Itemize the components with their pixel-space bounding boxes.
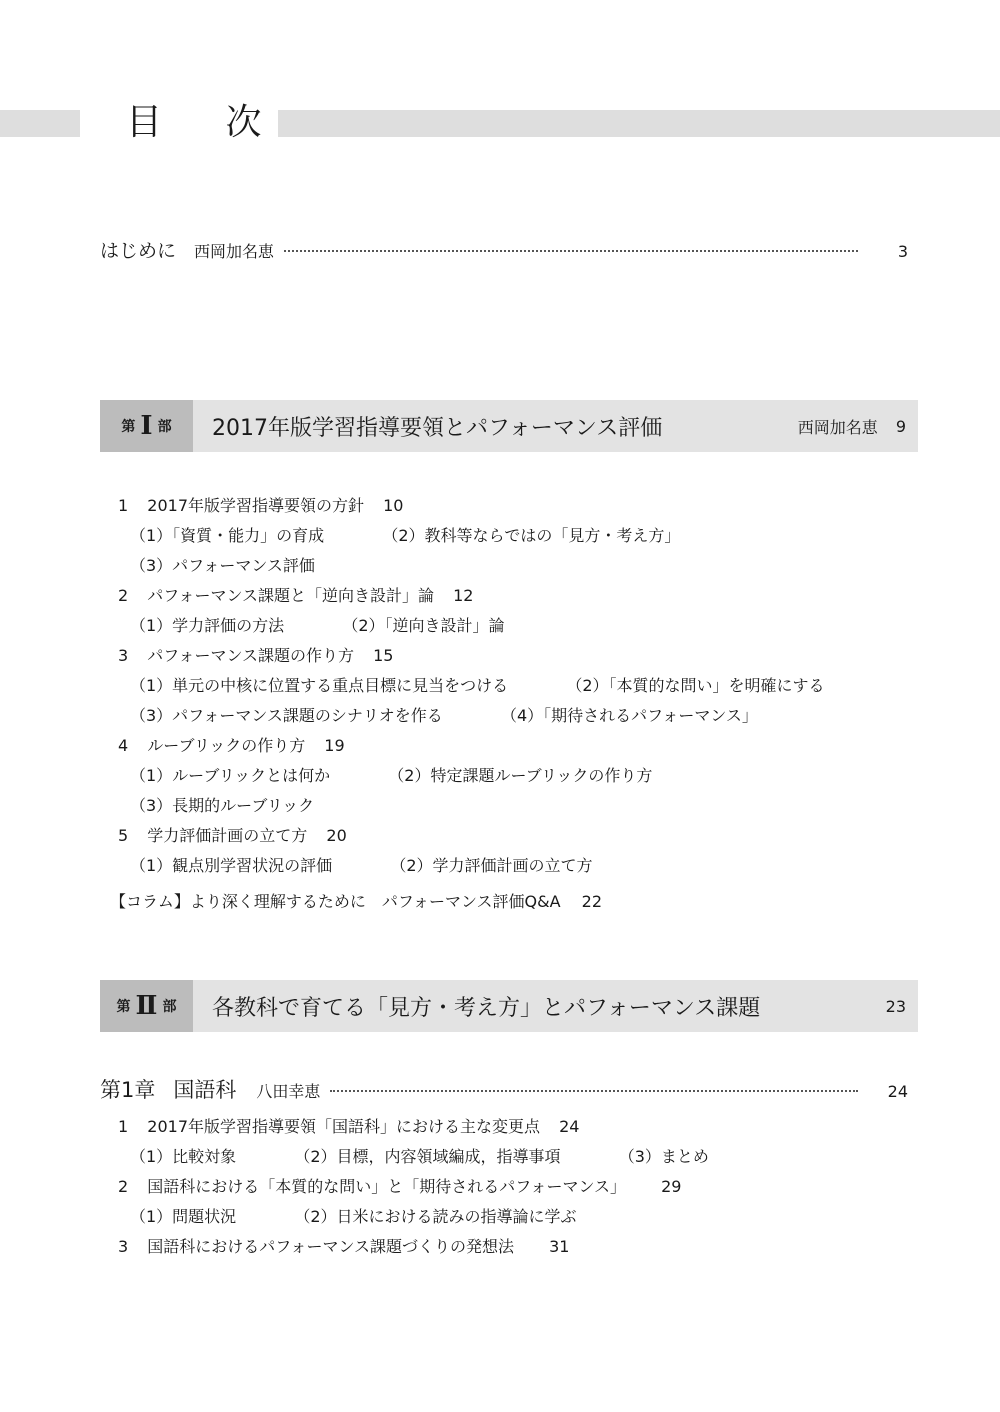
section-page: 12: [453, 586, 474, 605]
section-num: 1: [118, 496, 129, 515]
dot-leader: [284, 250, 858, 252]
section-page: 20: [326, 826, 347, 845]
column-page: 22: [581, 892, 603, 911]
toc-entry-chapter1[interactable]: [100, 1074, 908, 1104]
chapter1-label: 第1章: [100, 1078, 156, 1102]
ch1-sub-1-3[interactable]: （3）まとめ: [618, 1147, 709, 1166]
intro-page: 3: [897, 242, 908, 261]
chapter1-page: 24: [887, 1082, 908, 1101]
p1-sub-row: [130, 526, 680, 546]
p1-sub-5-1[interactable]: （1）観点別学習状況の評価: [130, 856, 333, 875]
ch1-sub-2-1[interactable]: （1）問題状況: [130, 1207, 237, 1226]
p1-sub-row: [130, 556, 315, 576]
section-page: 29: [661, 1177, 682, 1196]
section-title: 学力評価計画の立て方: [147, 826, 308, 845]
ch1-sub-row: [130, 1147, 709, 1167]
chapter1-title: 国語科: [173, 1078, 237, 1102]
part2-label-suffix: 部: [162, 999, 177, 1015]
part1-label-suffix: 部: [157, 419, 172, 435]
section-num: 3: [118, 1237, 129, 1256]
p1-sub-3-1[interactable]: （1）単元の中核に位置する重点目標に見当をつける: [130, 676, 509, 695]
p1-sub-row: [130, 676, 825, 696]
part2-header[interactable]: [100, 980, 918, 1032]
dot-leader: [330, 1090, 858, 1092]
ch1-sub-1-2[interactable]: （2）目標，内容領域編成，指導事項: [294, 1147, 561, 1166]
part2-label: [100, 980, 193, 1032]
p1-section-4[interactable]: [118, 736, 345, 756]
ch1-sub-1-1[interactable]: （1）比較対象: [130, 1147, 237, 1166]
p1-sub-row: [130, 706, 758, 726]
p1-sub-4-2[interactable]: （2）特定課題ルーブリックの作り方: [388, 766, 653, 785]
section-page: 31: [549, 1237, 570, 1256]
part1-author: 西岡加名恵: [797, 417, 878, 437]
section-num: 3: [118, 646, 129, 665]
p1-section-1[interactable]: [118, 496, 403, 516]
section-num: 1: [118, 1117, 129, 1136]
p1-sub-row: [130, 766, 652, 786]
chapter1-author: 八田幸恵: [256, 1082, 321, 1101]
section-num: 2: [118, 1177, 129, 1196]
p1-sub-1-3[interactable]: （3）パフォーマンス評価: [130, 556, 315, 575]
part2-label-prefix: 第: [116, 999, 131, 1015]
part2-roman: Ⅱ: [135, 991, 158, 1021]
toc-entry-intro[interactable]: [100, 236, 908, 263]
column-text: 【コラム】より深く理解するために パフォーマンス評価Q&A: [110, 892, 561, 911]
section-page: 10: [383, 496, 404, 515]
section-num: 4: [118, 736, 129, 755]
part1-header[interactable]: [100, 400, 918, 452]
p1-sub-5-2[interactable]: （2）学力評価計画の立て方: [390, 856, 593, 875]
ch1-sub-2-2[interactable]: （2）日米における読みの指導論に学ぶ: [294, 1207, 577, 1226]
p1-sub-3-2[interactable]: （2）「本質的な問い」を明確にする: [566, 676, 825, 695]
ch1-section-3[interactable]: [118, 1237, 569, 1257]
part1-meta: [798, 400, 906, 452]
intro-author: 西岡加名恵: [194, 242, 275, 261]
title-bar-left: [0, 110, 80, 137]
p1-section-3[interactable]: [118, 646, 393, 666]
section-title: 国語科における「本質的な問い」と「期待されるパフォーマンス」: [147, 1177, 627, 1196]
section-title: ルーブリックの作り方: [147, 736, 306, 755]
ch1-section-2[interactable]: [118, 1177, 681, 1197]
p1-sub-row: [130, 616, 505, 636]
p1-sub-2-2[interactable]: （2）「逆向き設計」論: [342, 616, 505, 635]
section-title: 2017年版学習指導要領「国語科」における主な変更点: [147, 1117, 541, 1136]
section-title: 国語科におけるパフォーマンス課題づくりの発想法: [147, 1237, 515, 1256]
p1-sub-4-3[interactable]: （3）長期的ルーブリック: [130, 796, 315, 815]
p1-sub-3-3[interactable]: （3）パフォーマンス課題のシナリオを作る: [130, 706, 443, 725]
intro-label: はじめに: [100, 240, 177, 262]
p1-sub-1-1[interactable]: （1）「資質・能力」の育成: [130, 526, 325, 545]
page-title: 目 次: [126, 102, 288, 143]
section-page: 19: [324, 736, 345, 755]
section-page: 15: [373, 646, 394, 665]
ch1-sub-row: [130, 1207, 577, 1227]
section-page: 24: [559, 1117, 580, 1136]
p1-sub-row: [130, 856, 593, 876]
part1-page: 9: [895, 416, 906, 436]
p1-section-5[interactable]: [118, 826, 347, 846]
p1-section-2[interactable]: [118, 586, 473, 606]
title-bar-right: [278, 110, 1000, 137]
p1-column-entry[interactable]: [110, 892, 602, 912]
p1-sub-row: [130, 796, 314, 816]
part1-label: [100, 400, 193, 452]
section-title: 2017年版学習指導要領の方針: [147, 496, 365, 515]
part1-roman: Ⅰ: [140, 411, 153, 441]
p1-sub-1-2[interactable]: （2）教科等ならではの「見方・考え方」: [382, 526, 681, 545]
ch1-section-1[interactable]: [118, 1117, 579, 1137]
p1-sub-4-1[interactable]: （1）ルーブリックとは何か: [130, 766, 331, 785]
section-num: 2: [118, 586, 129, 605]
section-title: パフォーマンス課題の作り方: [147, 646, 355, 665]
p1-sub-2-1[interactable]: （1）学力評価の方法: [130, 616, 285, 635]
section-title: パフォーマンス課題と「逆向き設計」論: [147, 586, 435, 605]
p1-sub-3-4[interactable]: （4）「期待されるパフォーマンス」: [500, 706, 758, 725]
part2-title: 各教科で育てる「見方・考え方」とパフォーマンス課題: [212, 995, 761, 1021]
section-num: 5: [118, 826, 129, 845]
part1-label-prefix: 第: [121, 419, 136, 435]
part2-page: 23: [885, 996, 906, 1016]
part1-title: 2017年版学習指導要領とパフォーマンス評価: [212, 415, 663, 441]
